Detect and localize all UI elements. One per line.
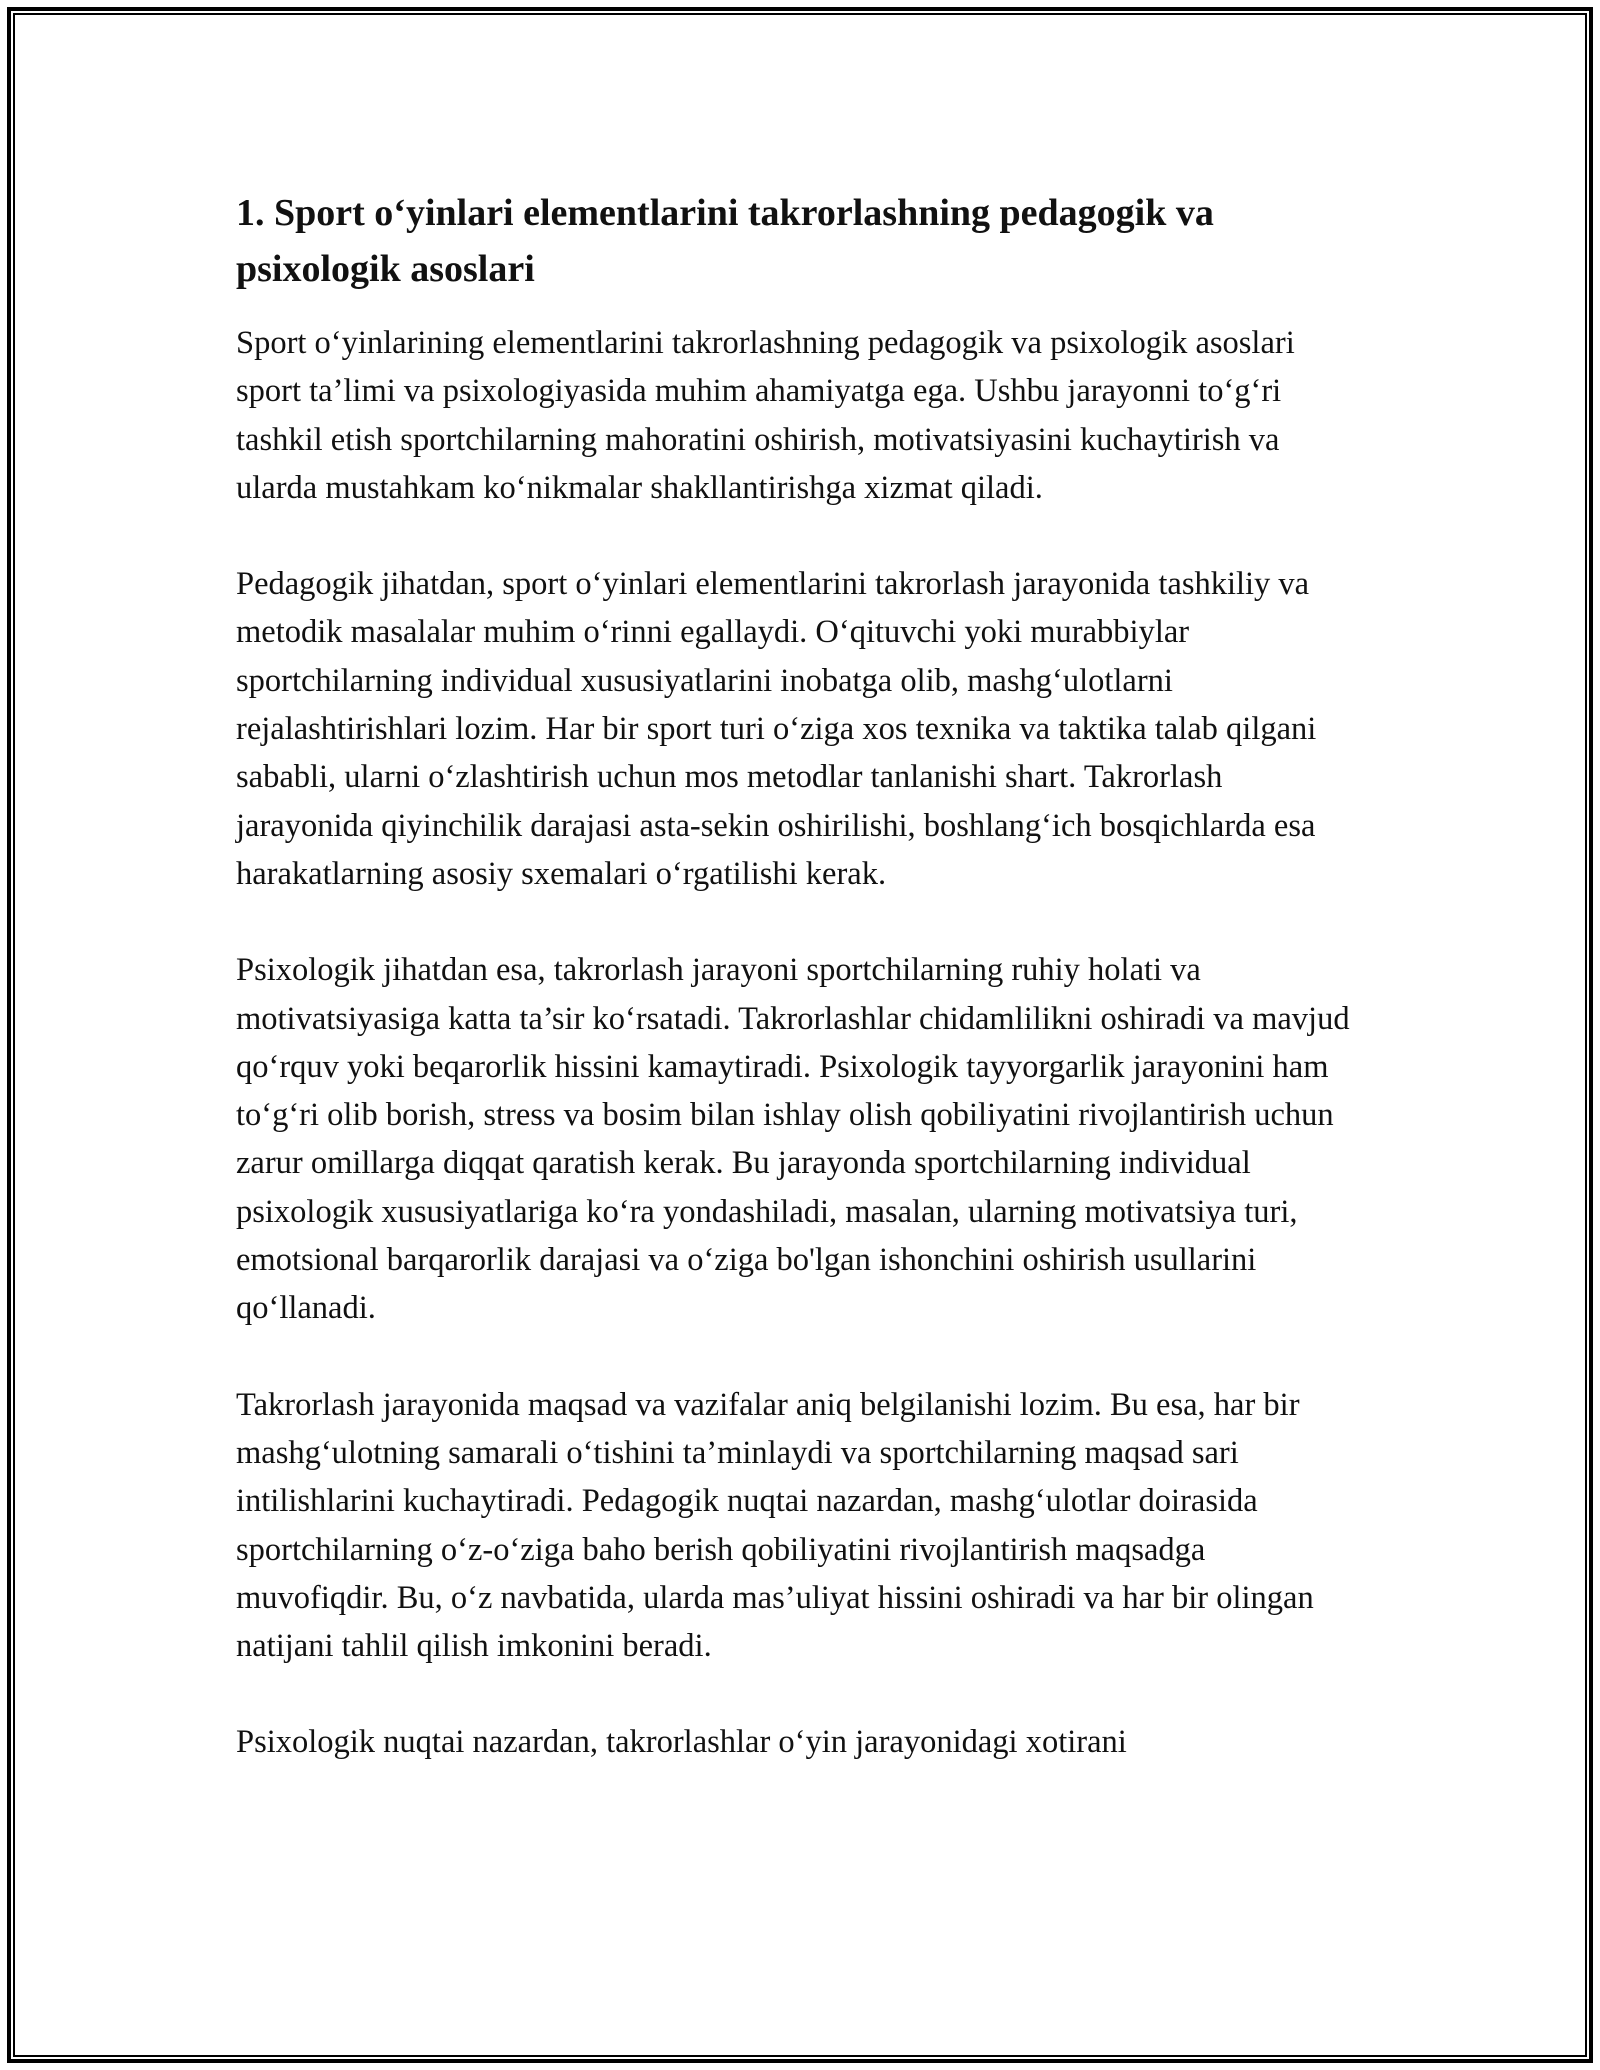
paragraph-psychological: Psixologik jihatdan esa, takrorlash jarayoni sportchilarning ruhiy holati va motivatsiyasiga katta ta’sir ko‘rsatadi. Takrorlashlar chidamlilikni oshiradi va mavjud qo‘rquv yoki beqarorlik hissini kamaytiradi. Psixologik tayyorgarlik jarayonini ham to‘g‘ri olib borish, stress va bosim bilan ishlay olish qobiliyatini rivojlantirish uchun zarur omillarga diqqat qaratish kerak. Bu jarayonda sportchilarning individual psixologik xususiyatlariga ko‘ra yondashiladi, masalan, ularning motivatsiya turi, emotsional barqarorlik darajasi va o‘ziga bo'lgan ishonchini oshirish usullarini qo‘llanadi. bbox=[236, 952, 1350, 1327]
paragraph-pedagogical: Pedagogik jihatdan, sport o‘yinlari elementlarini takrorlash jarayonida tashkiliy va metodik masalalar muhim o‘rinni egallaydi. O‘qituvchi yoki murabbiylar sportchilarning individual xususiyatlarini inobatga olib, mashg‘ulotlarni rejalashtirishlari lozim. Har bir sport turi o‘ziga xos texnika va taktika talab qilgani sababli, ularni o‘zlashtirish uchun mos metodlar tanlanishi shart. Takrorlash jarayonida qiyinchilik darajasi asta-sekin oshirilishi, boshlang‘ich bosqichlarda esa harakatlarning asosiy sxemalari o‘rgatilishi kerak. bbox=[236, 566, 1317, 892]
paragraph-memory: Psixologik nuqtai nazardan, takrorlashlar o‘yin jarayonidagi xotirani bbox=[236, 1724, 1127, 1761]
section-heading: 1. Sport o‘yinlari elementlarini takrorlashning pedagogik va psixologik asoslari bbox=[236, 192, 1214, 290]
document-body bbox=[236, 185, 1356, 1767]
paragraph-goals: Takrorlash jarayonida maqsad va vazifalar aniq belgilanishi lozim. Bu esa, har bir mashg‘ulotning samarali o‘tishini ta’minlaydi va sportchilarning maqsad sari intilishlarini kuchaytiradi. Pedagogik nuqtai nazardan, mashg‘ulotlar doirasida sportchilarning o‘z-o‘ziga baho berish qobiliyatini rivojlantirish maqsadga muvofiqdir. Bu, o‘z navbatida, ularda mas’uliyat hissini oshiradi va har bir olingan natijani tahlil qilish imkonini beradi. bbox=[236, 1386, 1314, 1665]
paragraph-intro: Sport o‘yinlarining elementlarini takrorlashning pedagogik va psixologik asoslari sport ta’limi va psixologiyasida muhim ahamiyatga ega. Ushbu jarayonni to‘g‘ri tashkil etish sportchilarning mahoratini oshirish, motivatsiyasini kuchaytirish va ularda mustahkam ko‘nikmalar shakllantirishga xizmat qiladi. bbox=[236, 325, 1295, 506]
